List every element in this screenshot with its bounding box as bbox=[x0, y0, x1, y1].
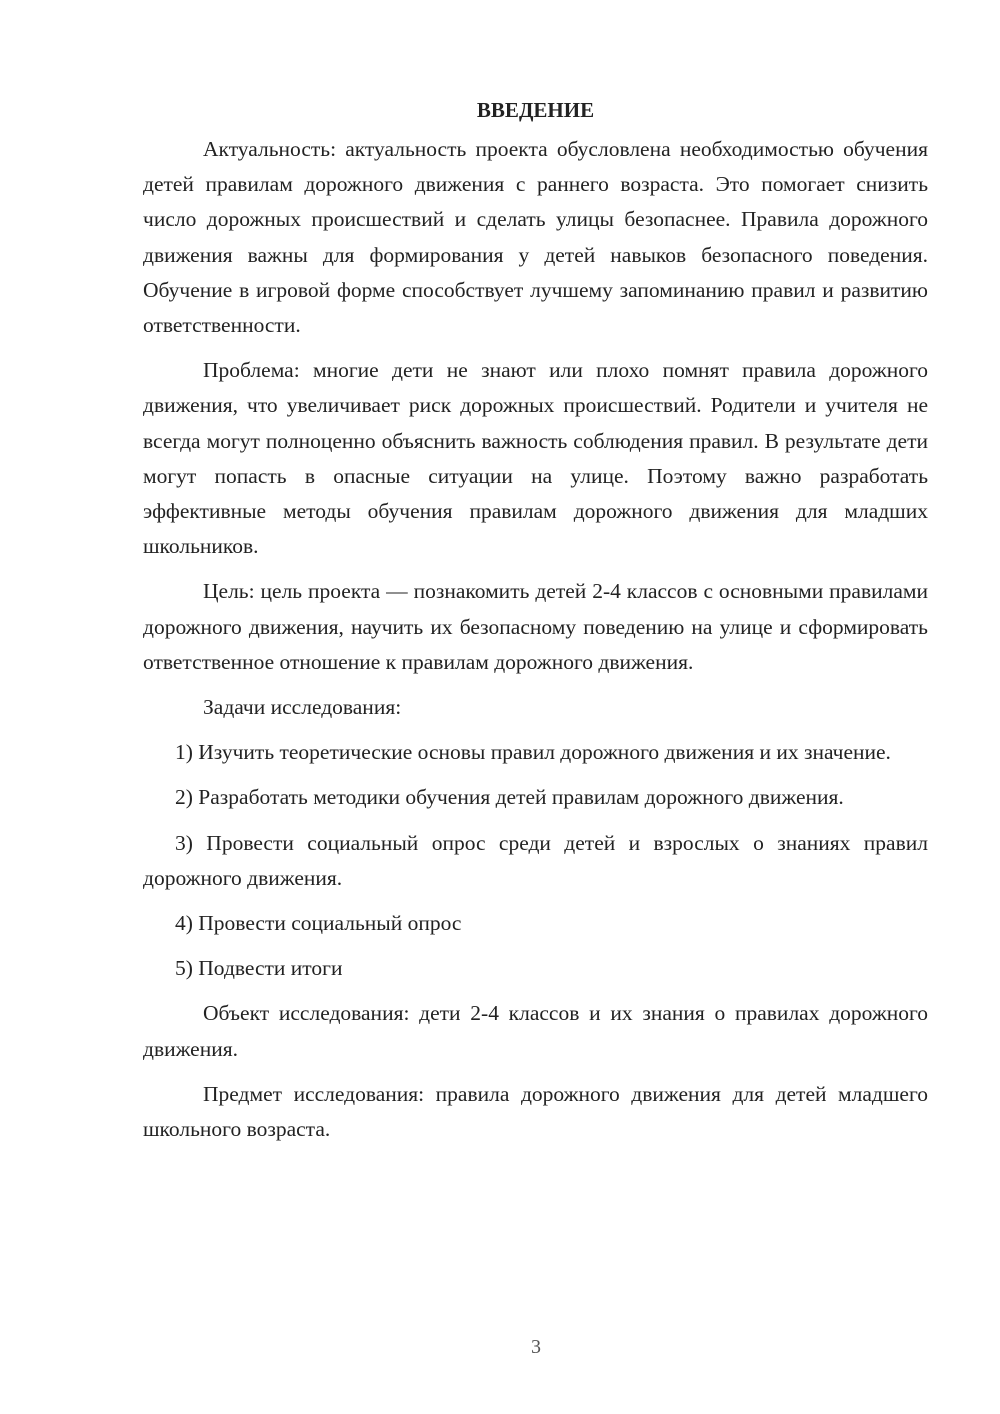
task-item-3: 3) Провести социальный опрос среди детей и взрослых о знаниях правил дорожного движения. bbox=[143, 830, 928, 890]
paragraph-subject: Предмет исследования: правила дорожного движения для детей младшего школьного возраста. bbox=[143, 1081, 928, 1142]
document-page bbox=[143, 92, 928, 1157]
paragraph-problem: Проблема: многие дети не знают или плохо помнят правила дорожного движения, что увеличивает риск дорожных происшествий. Родители и учителя не всегда могут полноценно объяснить важность соблюдения правил. В результате дети могут попасть в опасные ситуации на улице. Поэтому важно разработать эффективные методы обучения правилам дорожного движения для младших школьников. bbox=[143, 358, 928, 559]
task-item-5: 5) Подвести итоги bbox=[175, 956, 343, 981]
paragraph-tasks-heading: Задачи исследования: bbox=[203, 695, 402, 720]
page-number: 3 bbox=[531, 1336, 541, 1358]
paragraph-object: Объект исследования: дети 2-4 классов и их знания о правилах дорожного движения. bbox=[143, 1001, 928, 1061]
paragraph-goal: Цель: цель проекта — познакомить детей 2-4 классов с основными правилами дорожного движения, научить их безопасному поведению на улице и сформировать ответственное отношение к правилам дорожного движения. bbox=[143, 579, 928, 674]
paragraph-relevance: Актуальность: актуальность проекта обусловлена необходимостью обучения детей правилам дорожного движения с раннего возраста. Это помогает снизить число дорожных происшествий и сделать улицы безопаснее. Правила дорожного движения важны для формирования у детей навыков безопасного поведения. Обучение в игровой форме способствует лучшему запоминанию правил и развитию ответственности. bbox=[143, 137, 928, 338]
page-title: ВВЕДЕНИЕ bbox=[476, 98, 595, 122]
task-item-4: 4) Провести социальный опрос bbox=[175, 911, 462, 936]
task-item-2: 2) Разработать методики обучения детей правилам дорожного движения. bbox=[175, 785, 844, 810]
task-item-1: 1) Изучить теоретические основы правил дорожного движения и их значение. bbox=[175, 740, 891, 765]
